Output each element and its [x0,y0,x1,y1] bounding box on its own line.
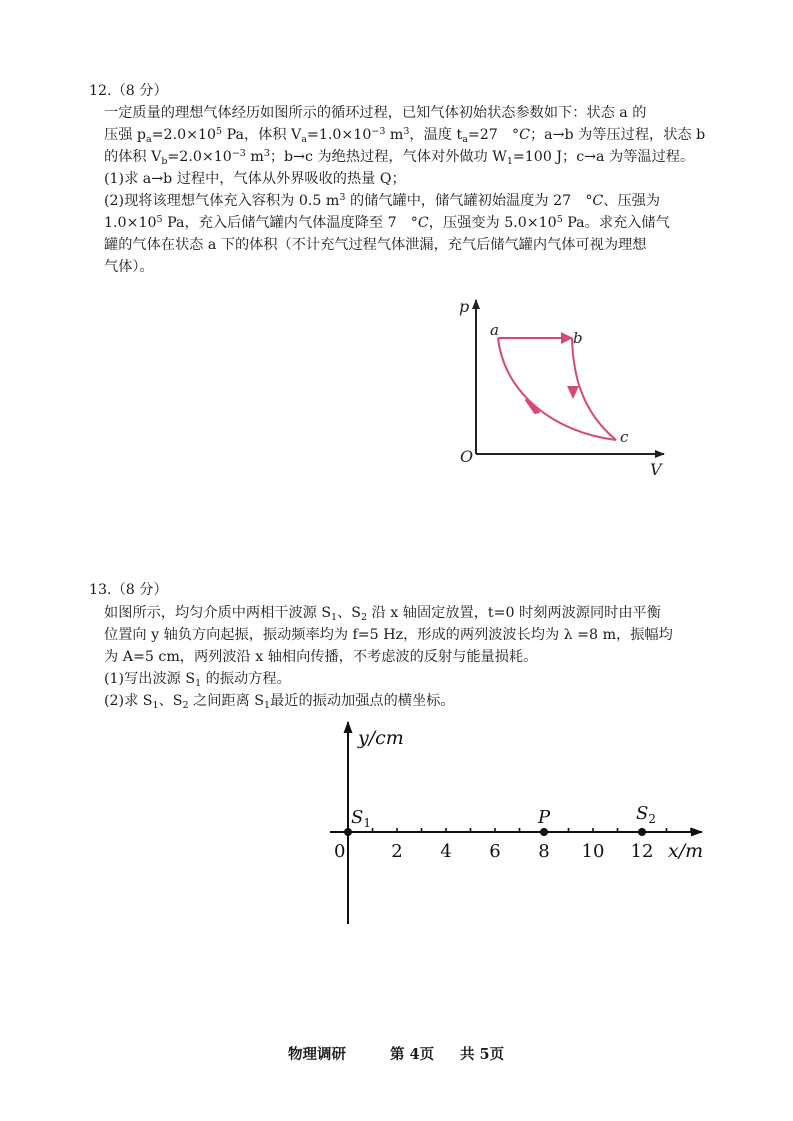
s2-label: $S_2$ [636,803,656,826]
q12-question-2-line1: (2)现将该理想气体充入容积为 0.5 $m^3$ 的储气罐中，储气罐初始温度为 27 °C、压强为 [104,192,661,209]
x-tick-label: 6 [489,841,501,862]
q12-question-2-line2: $1.0\times 10^5$ Pa，充入后储气罐内气体温度降至 7 °C，压强变为 $5.0\times 10^5$ Pa。求充入储气 [104,214,670,231]
state-a-label: a [490,321,499,339]
q12-text-line1: 一定质量的理想气体经历如图所示的循环过程，已知气体初始状态参数如下：状态 a 的 [104,105,647,121]
footer-subject: 物理调研 [288,1046,346,1063]
q13-number: 13.（8 分） [89,582,168,598]
q12-number: 12.（8 分） [89,83,168,99]
footer-page-number: 第 4页 [390,1046,435,1063]
p-label: P [538,807,551,828]
x-tick-label: 2 [391,841,403,862]
process-bc [572,338,616,440]
p-axis-label: p [459,297,470,316]
q13-text-line1: 如图所示，均匀介质中两相干波源 $S_1$、$S_2$ 沿 x 轴固定放置，t=0 时刻两波源同时由平衡 [104,605,661,623]
s1-point [344,828,352,836]
x-axis-label: x/m [668,840,704,862]
process-ca [498,338,616,440]
s2-point [638,828,646,836]
x-tick-label: 12 [630,841,654,862]
q12-text-line2: 压强 $p_a=2.0\times 10^5$ Pa，体积 $V_a=1.0\times 10^{-3}$ $m^3$，温度 $t_a=27$ °C；a→b 为等压过程，状态 b [104,126,706,145]
y-axis-label: y/cm [358,727,404,749]
process-bc-arrow [567,386,579,399]
q12-question-1: (1)求 a→b 过程中，气体从外界吸收的热量 Q； [104,171,406,187]
state-c-label: c [620,428,629,446]
q13-text-line3: 为 A=5 cm，两列波沿 x 轴相向传播，不考虑波的反射与能量损耗。 [104,649,538,665]
p-point [540,828,548,836]
state-b-label: b [573,329,583,347]
s1-label: $S_1$ [351,807,371,830]
origin-label: O [460,447,474,466]
q12-question-2-line3: 罐的气体在状态 a 下的体积（不计充气过程气体泄漏，充气后储气罐内气体可视为理想 [104,237,647,253]
wave-axis-diagram [318,716,718,928]
q12-question-2-line4: 气体）。 [104,259,154,275]
x-tick-label: 0 [334,841,346,862]
v-axis-label: V [650,460,662,479]
q13-text-line2: 位置向 y 轴负方向起振，振动频率均为 f=5 Hz，形成的两列波波长均为 λ =8 m，振幅均 [104,627,673,643]
pv-diagram [452,292,682,482]
x-tick-label: 8 [538,841,550,862]
q13-question-2: (2)求 $S_1$、$S_2$ 之间距离 $S_1$最近的振动加强点的横坐标。 [104,693,455,711]
q13-question-1: (1)写出波源 $S_1$ 的振动方程。 [104,671,291,689]
x-tick-label: 4 [440,841,452,862]
q12-text-line3: 的体积 $V_b=2.0\times 10^{-3}$ $m^3$；b→c 为绝热过程，气体对外做功 $W_1=100$ J；c→a 为等温过程。 [104,148,695,167]
x-tick-label: 10 [581,841,605,862]
footer-total-pages: 共 5页 [460,1046,505,1063]
